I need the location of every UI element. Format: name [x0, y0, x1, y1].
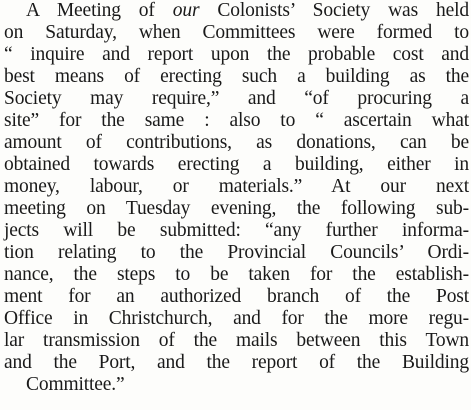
- article-line-18: Committee.”: [26, 374, 125, 395]
- article-line-13: nance, the steps to be taken for the establish-: [4, 264, 469, 285]
- article-line-12: tion relating to the Provincial Councils’ Ordi-: [4, 242, 469, 263]
- article-line-3: “ inquire and report upon the probable cost and: [4, 44, 469, 65]
- article-line-2: on Saturday, when Committees were formed to: [4, 22, 469, 43]
- article-line-14: ment for an authorized branch of the Post: [4, 286, 469, 307]
- article-line-6: site” for the same : also to “ ascertain what: [4, 110, 469, 131]
- article-line-8: obtained towards erecting a building, either in: [4, 154, 469, 175]
- article-line-10: meeting on Tuesday evening, the following sub-: [4, 198, 469, 219]
- article-line-1-start: A Meeting of: [26, 0, 173, 21]
- article-line-1: [26, 0, 469, 22]
- article-italic-word: our: [172, 0, 200, 21]
- article-line-7: amount of contributions, as donations, can be: [4, 132, 469, 153]
- article-line-11: jects will be submitted: “any further informa-: [4, 220, 469, 241]
- article-line-5: Society may require,” and “of procuring a: [4, 88, 469, 109]
- article-line-17: and the Port, and the report of the Building: [4, 352, 469, 373]
- article-line-15: Office in Christchurch, and for the more regu-: [4, 308, 469, 329]
- article-line-9: money, labour, or materials.” At our next: [4, 176, 469, 197]
- article-line-1-end: Colonists’ Society was held: [199, 0, 469, 21]
- article-line-16: lar transmission of the mails between this Town: [4, 330, 469, 351]
- article-line-4: best means of erecting such a building as the: [4, 66, 469, 87]
